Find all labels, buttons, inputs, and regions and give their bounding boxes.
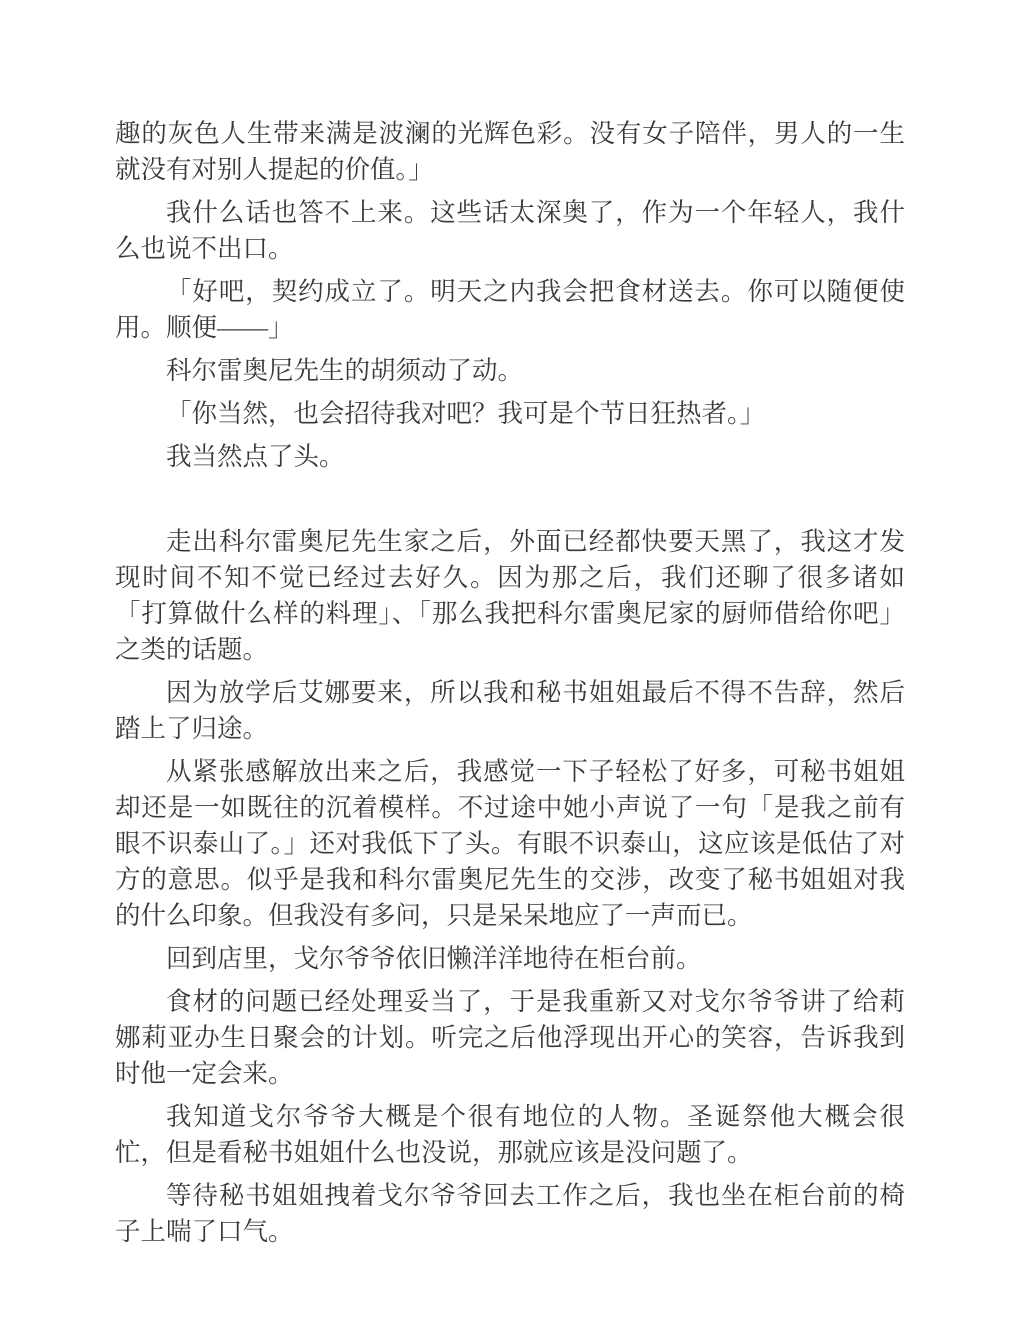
section-break	[115, 482, 905, 524]
paragraph: 我什么话也答不上来。这些话太深奥了，作为一个年轻人，我什么也说不出口。	[115, 198, 905, 263]
paragraph: 等待秘书姐姐拽着戈尔爷爷回去工作之后，我也坐在柜台前的椅子上喘了口气。	[115, 1181, 905, 1246]
paragraph: 食材的问题已经处理妥当了，于是我重新又对戈尔爷爷讲了给莉娜莉亚办生日聚会的计划。听完之后他浮现出开心的笑容，告诉我到时他一定会来。	[115, 987, 905, 1088]
paragraph: 科尔雷奥尼先生的胡须动了动。	[166, 356, 524, 385]
paragraph: 从紧张感解放出来之后，我感觉一下子轻松了好多，可秘书姐姐却还是一如既往的沉着模样。不过途中她小声说了一句「是我之前有眼不识泰山了。」还对我低下了头。有眼不识泰山，这应该是低估了对方的意思。似乎是我和科尔雷奥尼先生的交涉，改变了秘书姐姐对我的什么印象。但我没有多问，只是呆呆地应了一声而已。	[115, 757, 905, 930]
paragraph: 趣的灰色人生带来满是波澜的光辉色彩。没有女子陪伴，男人的一生就没有对别人提起的价值。」	[115, 119, 905, 184]
paragraph: 走出科尔雷奥尼先生家之后，外面已经都快要天黑了，我这才发现时间不知不觉已经过去好久。因为那之后，我们还聊了很多诸如「打算做什么样的料理」、「那么我把科尔雷奥尼家的厨师借给你吧」之类的话题。	[115, 527, 905, 664]
paragraph: 回到店里，戈尔爷爷依旧懒洋洋地待在柜台前。	[166, 944, 702, 973]
paragraph: 我当然点了头。	[166, 442, 345, 471]
paragraph: 我知道戈尔爷爷大概是个很有地位的人物。圣诞祭他大概会很忙，但是看秘书姐姐什么也没说，那就应该是没问题了。	[115, 1102, 905, 1167]
paragraph: 因为放学后艾娜要来，所以我和秘书姐姐最后不得不告辞，然后踏上了归途。	[115, 678, 905, 743]
paragraph: 「好吧，契约成立了。明天之内我会把食材送去。你可以随便使用。顺便——」	[115, 277, 905, 342]
paragraph: 「你当然，也会招待我对吧？我可是个节日狂热者。」	[166, 399, 766, 428]
